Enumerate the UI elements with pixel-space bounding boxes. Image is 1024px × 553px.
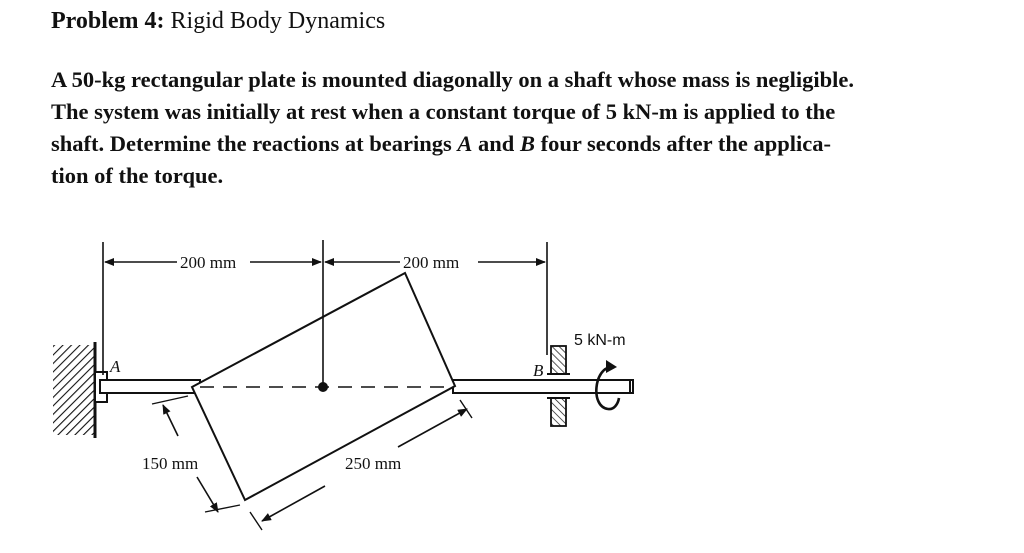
wall-support xyxy=(53,342,95,438)
torque-label: 5 kN-m xyxy=(574,332,626,349)
problem-topic: Rigid Body Dynamics xyxy=(164,8,386,34)
statement-line-3-start: shaft. Determine the reactions at bearings xyxy=(51,131,458,156)
dimension-left-label: 200 mm xyxy=(180,253,237,272)
label-b: B xyxy=(533,361,544,380)
statement-line-3-and: and xyxy=(472,131,520,156)
dimension-right-label: 200 mm xyxy=(403,253,460,272)
label-a: A xyxy=(110,357,121,376)
dimension-plate-width-label: 150 mm xyxy=(142,454,199,473)
problem-number: Problem 4: xyxy=(51,8,165,34)
dimension-plate-length-label: 250 mm xyxy=(345,454,402,473)
bearing-b-ref: B xyxy=(519,131,535,156)
statement-line-3-end: four seconds after the applica- xyxy=(534,131,831,156)
statement-line-1: A 50-kg rectangular plate is mounted diagonally on a shaft whose mass is negligible. xyxy=(51,67,855,92)
bearing-a-ref: A xyxy=(457,131,473,156)
statement-line-2: The system was initially at rest when a constant torque of 5 kN-m is applied to the xyxy=(51,99,836,124)
statement-line-4: tion of the torque. xyxy=(51,163,224,188)
